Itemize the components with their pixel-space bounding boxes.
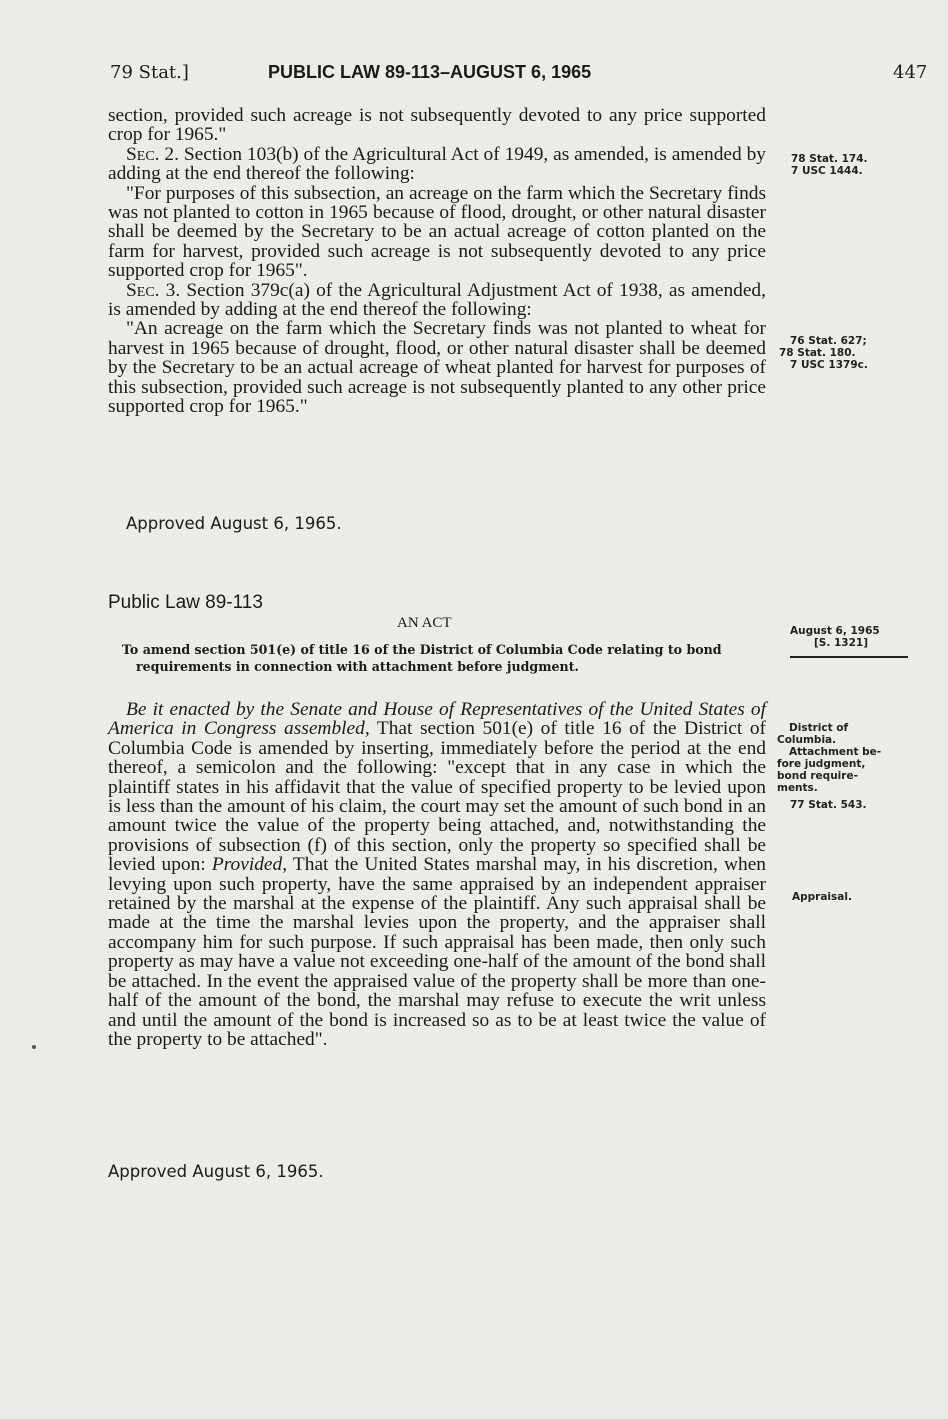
margin-note-line: ments.	[777, 782, 818, 794]
body-block-2	[108, 700, 766, 1049]
public-law-heading: Public Law 89-113	[108, 592, 263, 613]
approved-date-1: Approved August 6, 1965.	[126, 514, 342, 533]
margin-note-line: 7 USC 1379c.	[790, 359, 868, 371]
margin-note-1	[791, 153, 868, 177]
page-number: 447	[893, 62, 928, 83]
section-2-quote: "For purposes of this subsection, an acreage on the farm which the Secretary finds was not planted to cotton in 1965 because of flood, drought, or other natural disaster shall be deemed by the Secretary to be an actual acreage of cotton planted on the farm for harvest, provided such acreage is not subsequently devoted to any price supported crop for 1965".	[108, 182, 766, 282]
body-block-1	[108, 106, 766, 417]
margin-note-line: bond require-	[777, 770, 858, 782]
section-2-label: Sec. 2.	[126, 143, 179, 165]
section-3	[108, 281, 766, 320]
margin-note-2	[779, 335, 868, 371]
margin-note-line: 7 USC 1444.	[791, 165, 863, 177]
enacting-clause	[108, 700, 766, 1049]
section-3-quote: "An acreage on the farm which the Secretary finds was not planted to wheat for harvest in 1965 because of drought, flood, or other natural disaster shall be deemed by the Secretary to be an actual acreage of wheat planted for harvest for purposes of this subsection, provided such acreage is not subsequently planted to any other price supported crop for 1965."	[108, 318, 766, 418]
approval-date-note: August 6, 1965	[790, 625, 880, 637]
stray-mark	[32, 1045, 36, 1049]
bleed-through-marks	[815, 245, 818, 256]
margin-note-line: 76 Stat. 627;	[790, 335, 867, 347]
margin-note-dc	[777, 722, 881, 811]
enacting-italic: Be it enacted by the Senate and House of Representatives of the United States of America in Congress assembled,	[108, 699, 766, 740]
margin-note-line: 77 Stat. 543.	[790, 799, 867, 811]
margin-note-line: Columbia.	[777, 734, 837, 746]
act-body-part-1: That section 501(e) of title 16 of the District of Columbia Code is amended by inserting, immediately before the period at the end thereof, a semicolon and the following: "except that in any case in which the plaintiff states in his affidavit that the value of specified property to be levied upon is less than the amount of his claim, the court may set the amount of such bond in an amount twice the value of the property being attached, and, notwithstanding the provisions of subsection (f) of this section, only the property so specified shall be levied upon:	[108, 718, 766, 876]
section-3-label: Sec. 3.	[126, 279, 181, 301]
margin-note-appraisal: Appraisal.	[792, 891, 852, 903]
an-act-heading: AN ACT	[397, 615, 452, 631]
margin-note-date	[790, 625, 880, 649]
margin-note-line: 78 Stat. 180.	[779, 347, 856, 359]
margin-note-line: District of	[789, 722, 849, 734]
section-2-intro: Section 103(b) of the Agricultural Act of 1949, as amended, is amended by adding at the end thereof the following:	[108, 143, 767, 185]
section-1-continuation: section, provided such acreage is not subsequently devoted to any price supported crop for 1965."	[108, 105, 766, 146]
bill-number-note: [S. 1321]	[814, 637, 869, 649]
margin-rule	[790, 656, 908, 658]
section-3-intro: Section 379c(a) of the Agricultural Adjustment Act of 1938, as amended, is amended by adding at the end thereof the following:	[108, 279, 766, 321]
provided-italic: Provided,	[211, 854, 288, 876]
margin-note-line: Attachment be-	[789, 746, 882, 758]
margin-note-line: 78 Stat. 174.	[791, 153, 868, 165]
section-2	[108, 145, 766, 184]
margin-note-line: fore judgment,	[777, 758, 866, 770]
act-body-part-2: That the United States marshal may, in his discretion, when levying upon such property, have the same appraised by an independent appraiser retained by the marshal at the expense of the plaintiff. Any such appraisal shall be made at the time the marshal levies upon the property, and the appraiser shall accompany him for such purpose. If such appraisal has been made, then only such property as may have a value not exceeding one-half of the amount of the bond shall be attached. In the event the appraised value of the property shall be more than one-half of the amount of the bond, the marshal may refuse to execute the writ unless and until the amount of the bond is increased so as to be at least twice the value of the property to be attached".	[108, 854, 766, 1050]
header-volume: 79 Stat.]	[110, 62, 189, 83]
approved-date-2: Approved August 6, 1965.	[108, 1162, 324, 1181]
header-title: PUBLIC LAW 89-113–AUGUST 6, 1965	[268, 62, 592, 82]
act-purpose: To amend section 501(e) of title 16 of the District of Columbia Code relating to bond requirements in connection with attachment before judgment.	[122, 642, 722, 674]
